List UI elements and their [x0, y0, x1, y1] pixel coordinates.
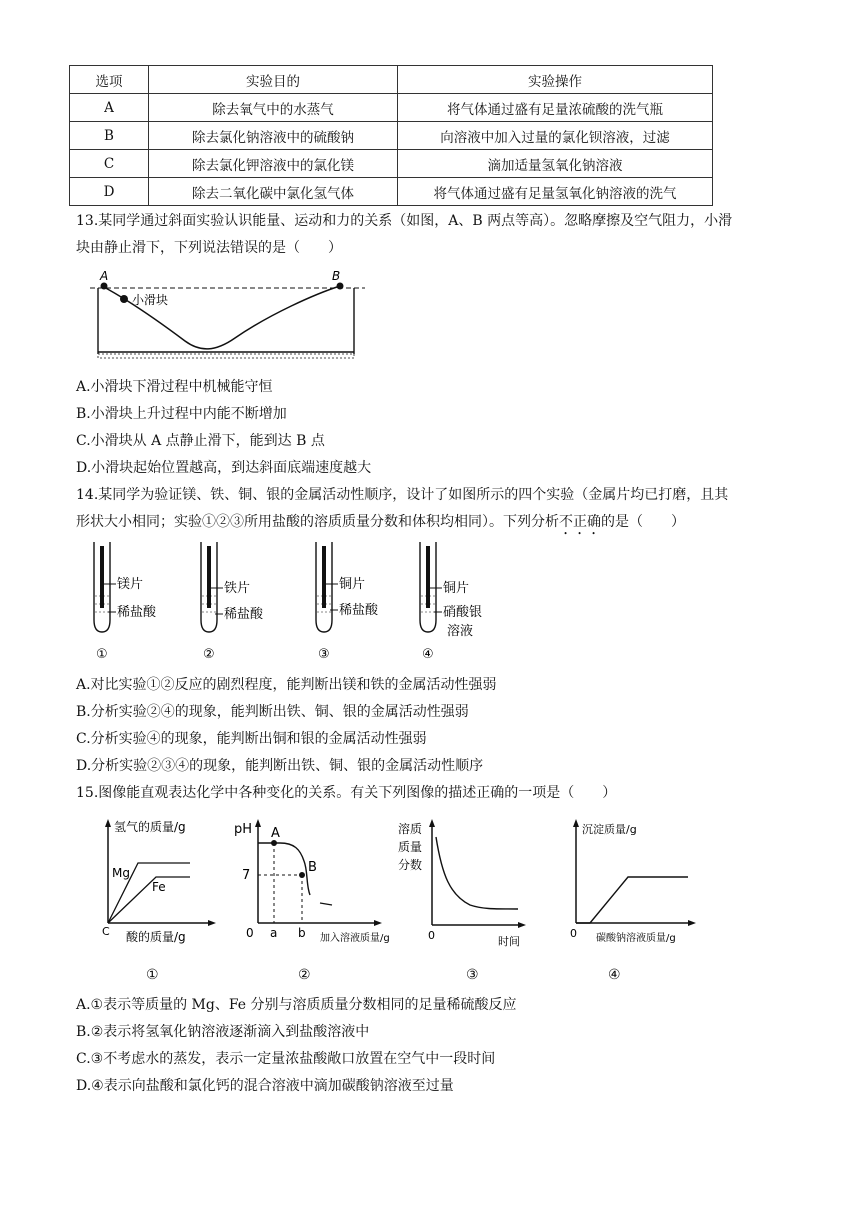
q14-stem-emphasis: 不正确: [559, 514, 601, 530]
graph-4-line: [576, 877, 688, 923]
tube-4-liquid-2: 溶液: [447, 624, 474, 639]
table-cell: C: [70, 150, 149, 178]
q14-option-d: D.分析实验②③④的现象，能判断出铁、铜、银的金属活动性顺序: [76, 758, 484, 774]
table-header: 实验目的: [149, 66, 398, 94]
table-cell: 将气体通过盛有足量浓硫酸的洗气瓶: [398, 94, 713, 122]
graph-1-ylabel: 氢气的质量/g: [114, 820, 186, 834]
table-row: [70, 122, 713, 150]
table-row: [70, 94, 713, 122]
block-marker: [120, 295, 128, 303]
graph-4-caption: ④: [608, 967, 621, 983]
graph-4-origin: 0: [570, 927, 577, 940]
tube-4: [420, 542, 482, 662]
graph-2-x-tick-0: 0: [246, 926, 254, 940]
point-a-marker: [101, 283, 108, 290]
graph-2-point-b: [299, 872, 305, 878]
graph-3-ylabel-3: 分数: [398, 858, 423, 872]
table-cell: 除去氯化钾溶液中的氯化镁: [149, 150, 398, 178]
q14-stem-line2: [76, 511, 685, 538]
label-b: B: [332, 269, 341, 283]
tube-2: [201, 542, 264, 662]
q13-slope-figure: [90, 266, 370, 366]
graph-2-label-a: A: [271, 826, 280, 841]
graph-3-curve: [436, 837, 518, 909]
table-header: 选项: [70, 66, 149, 94]
point-b-marker: [337, 283, 344, 290]
tube-3: [316, 542, 379, 662]
tube-4-number: ④: [422, 647, 434, 662]
table-cell: 除去氯化钠溶液中的硫酸钠: [149, 122, 398, 150]
table-cell: 将气体通过盛有足量氢氧化钠溶液的洗气: [398, 178, 713, 206]
q15-option-d: D.④表示向盐酸和氯化钙的混合溶液中滴加碳酸钠溶液至过量: [76, 1078, 454, 1094]
tube-1-liquid: 稀盐酸: [117, 605, 157, 620]
tube-2-metal: 铁片: [224, 581, 251, 596]
graph-2-xlabel: 加入溶液质量/g: [320, 933, 390, 944]
tube-2-number: ②: [203, 647, 215, 662]
tube-3-metal: 铜片: [339, 577, 366, 592]
table-cell: 向溶液中加入过量的氯化钡溶液，过滤: [398, 122, 713, 150]
table-row: [70, 150, 713, 178]
graph-1-mg-label: Mg: [112, 866, 130, 880]
table-cell: 除去二氧化碳中氯化氢气体: [149, 178, 398, 206]
graph-3-ylabel-2: 质量: [398, 840, 423, 854]
q14-tubes-figure: [84, 540, 504, 665]
q15-option-c: C.③不考虑水的蒸发，表示一定量浓盐酸敞口放置在空气中一段时间: [76, 1051, 496, 1067]
tube-4-metal: 铜片: [443, 581, 470, 596]
graph-3-xlabel: 时间: [498, 935, 520, 948]
q14-stem-line1: 14.某同学为验证镁、铁、铜、银的金属活动性顺序，设计了如图所示的四个实验（金属片均已打磨，且其: [76, 487, 729, 503]
table-cell: B: [70, 122, 149, 150]
q14-option-b: B.分析实验②④的现象，能判断出铁、铜、银的金属活动性强弱: [76, 704, 469, 720]
graph-2-x-tick-a: a: [270, 926, 278, 940]
graph-1-xlabel: 酸的质量/g: [126, 930, 186, 944]
q15-stem: 15.图像能直观表达化学中各种变化的关系。有关下列图像的描述正确的一项是（ ）: [76, 785, 617, 801]
table-row: [70, 178, 713, 206]
label-block: 小滑块: [132, 293, 169, 307]
q14-stem-text-end: 的是（ ）: [601, 514, 685, 530]
q14-option-a: A.对比实验①②反应的剧烈程度，能判断出镁和铁的金属活动性强弱: [76, 677, 497, 693]
q13-option-c: C.小滑块从 A 点静止滑下，能到达 B 点: [76, 433, 325, 449]
graph-3-origin: 0: [428, 929, 435, 942]
q14-option-c: C.分析实验④的现象，能判断出铜和银的金属活动性强弱: [76, 731, 427, 747]
tube-2-liquid: 稀盐酸: [224, 607, 264, 622]
graph-2-caption: ②: [298, 967, 311, 983]
table-header: 实验操作: [398, 66, 713, 94]
table-cell: D: [70, 178, 149, 206]
q13-stem-line2: 块由静止滑下，下列说法错误的是（ ）: [76, 240, 342, 256]
tube-1-metal: 镁片: [117, 577, 144, 592]
graph-3-caption: ③: [466, 967, 479, 983]
table-header-row: [70, 66, 713, 94]
graph-2: [228, 815, 408, 945]
tube-3-number: ③: [318, 647, 330, 662]
graph-4-xlabel: 碳酸钠溶液质量/g: [596, 933, 676, 944]
q15-option-b: B.②表示将氢氧化钠溶液逐渐滴入到盐酸溶液中: [76, 1024, 370, 1040]
q13-stem-line1: 13.某同学通过斜面实验认识能量、运动和力的关系（如图，A、B 两点等高）。忽略摩擦及空气阻力，小滑: [76, 213, 733, 229]
label-a: A: [100, 269, 109, 283]
graph-1: [90, 815, 220, 945]
graph-2-ylabel: pH: [234, 822, 253, 837]
graph-4: [560, 815, 705, 950]
tube-4-liquid: 硝酸银: [443, 605, 483, 620]
tube-1: [94, 542, 157, 662]
q13-option-b: B.小滑块上升过程中内能不断增加: [76, 406, 287, 422]
graph-1-fe-line: [108, 877, 190, 923]
graph-1-fe-label: Fe: [152, 880, 166, 894]
graph-3-ylabel-1: 溶质: [398, 822, 423, 836]
options-table: [69, 65, 713, 206]
tube-3-liquid: 稀盐酸: [339, 603, 379, 618]
q14-stem-text: 形状大小相同；实验①②③所用盐酸的溶质质量分数和体积均相同）。下列分析: [76, 514, 559, 530]
q13-option-d: D.小滑块起始位置越高，到达斜面底端速度越大: [76, 460, 372, 476]
graph-2-x-tick-b: b: [298, 926, 306, 940]
graph-2-label-b: B: [308, 860, 317, 875]
graph-4-ylabel: 沉淀质量/g: [582, 823, 637, 836]
graph-1-caption: ①: [146, 967, 159, 983]
table-cell: 滴加适量氢氧化钠溶液: [398, 150, 713, 178]
tube-1-number: ①: [96, 647, 108, 662]
q13-option-a: A.小滑块下滑过程中机械能守恒: [76, 379, 273, 395]
graph-1-origin: C: [102, 925, 110, 938]
q15-option-a: A.①表示等质量的 Mg、Fe 分别与溶质质量分数相同的足量稀硫酸反应: [76, 997, 517, 1013]
graph-2-y-tick: 7: [242, 868, 251, 883]
table-cell: A: [70, 94, 149, 122]
graph-3: [396, 815, 526, 950]
table-cell: 除去氧气中的水蒸气: [149, 94, 398, 122]
